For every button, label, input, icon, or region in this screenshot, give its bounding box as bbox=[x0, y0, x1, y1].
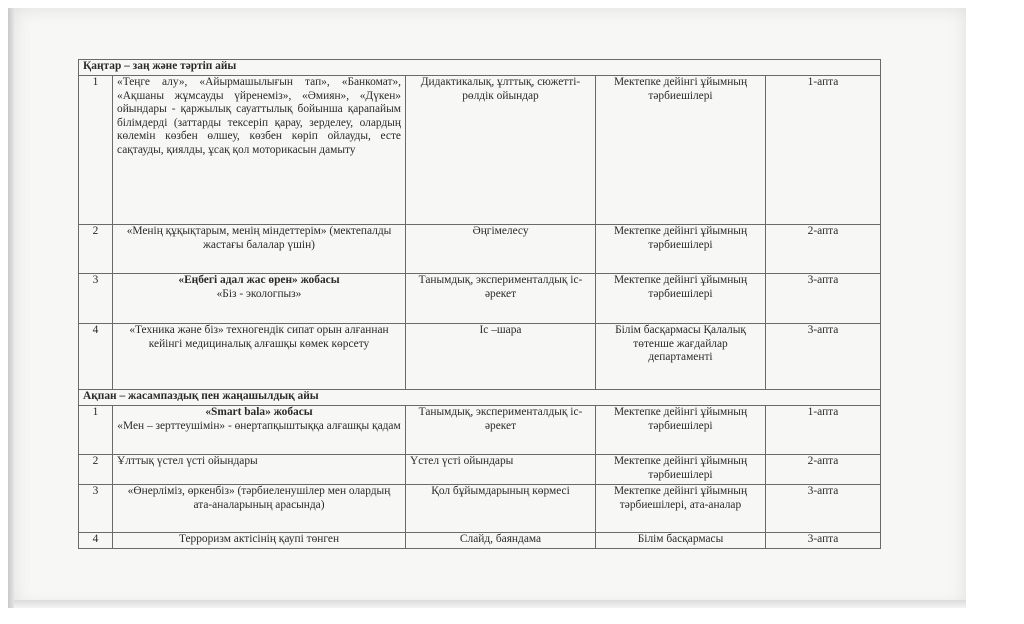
form-cell: Әңгімелесу bbox=[406, 225, 596, 274]
month-row bbox=[79, 390, 881, 406]
table-row bbox=[79, 485, 881, 533]
table-row bbox=[79, 76, 881, 225]
event-cell bbox=[113, 274, 406, 324]
row-number: 2 bbox=[79, 455, 113, 485]
table-row bbox=[79, 324, 881, 390]
event-cell: «Менің құқықтарым, менің міндеттерім» (мектепалды жастағы балалар үшін) bbox=[113, 225, 406, 274]
table-row bbox=[79, 455, 881, 485]
table-row bbox=[79, 406, 881, 455]
event-cell: «Өнерлімiз, өркенбіз» (тәрбиеленушілер мен олардың ата-аналарының арасында) bbox=[113, 485, 406, 533]
responsible-cell: Мектепке дейінгі ұйымның тәрбиешілері bbox=[596, 76, 766, 225]
table-row bbox=[79, 225, 881, 274]
responsible-cell: Мектепке дейінгі ұйымның тәрбиешілері bbox=[596, 274, 766, 324]
term-cell: 1-апта bbox=[766, 76, 881, 225]
responsible-cell: Мектепке дейінгі ұйымның тәрбиешілері bbox=[596, 406, 766, 455]
month-title: Қаңтар – заң және тәртіп айы bbox=[79, 60, 881, 76]
event-cell: «Теңге алу», «Айырмашылығын тап», «Банкомат», «Ақшаны жұмсауды үйренеміз», «Әмиян», «Дүкен» ойындары - қаржылық сауаттылық бойынша қарапайым білімдерді (заттарды тексеріп қарау, зерделеу, олардың көлемін көзбен өлшеу, көзбен көріп ойлауды, есте сақтауды, қиялды, ұсақ қол моторикасын дамыту bbox=[113, 76, 406, 225]
month-row bbox=[79, 60, 881, 76]
term-cell: 1-апта bbox=[766, 406, 881, 455]
table-row bbox=[79, 274, 881, 324]
form-cell: Үстел үсті ойындары bbox=[406, 455, 596, 485]
form-cell: Танымдық, эксперименталдық іс-әрекет bbox=[406, 274, 596, 324]
event-cell: Ұлттық үстел үсті ойындары bbox=[113, 455, 406, 485]
term-cell: 3-апта bbox=[766, 324, 881, 390]
event-text: «Мен – зерттеушімін» - өнертапқыштыққа алғашқы қадам bbox=[117, 419, 401, 432]
responsible-cell: Мектепке дейінгі ұйымның тәрбиешілері bbox=[596, 225, 766, 274]
responsible-cell: Мектепке дейінгі ұйымның тәрбиешілері bbox=[596, 455, 766, 485]
form-cell: Іс –шара bbox=[406, 324, 596, 390]
term-cell: 3-апта bbox=[766, 533, 881, 549]
row-number: 2 bbox=[79, 225, 113, 274]
form-cell: Танымдық, эксперименталдық іс-әрекет bbox=[406, 406, 596, 455]
responsible-cell: Мектепке дейінгі ұйымның тәрбиешілері, ата-аналар bbox=[596, 485, 766, 533]
term-cell: 3-апта bbox=[766, 485, 881, 533]
responsible-cell: Білім басқармасы bbox=[596, 533, 766, 549]
project-title: «Smart bala» жобасы bbox=[205, 406, 313, 418]
row-number: 1 bbox=[79, 76, 113, 225]
row-number: 4 bbox=[79, 324, 113, 390]
term-cell: 2-апта bbox=[766, 225, 881, 274]
row-number: 3 bbox=[79, 485, 113, 533]
term-cell: 2-апта bbox=[766, 455, 881, 485]
table-row bbox=[79, 533, 881, 549]
month-title: Ақпан – жасампаздық пен жаңашылдық айы bbox=[79, 390, 881, 406]
plan-table bbox=[78, 59, 881, 549]
term-cell: 3-апта bbox=[766, 274, 881, 324]
responsible-cell: Білім басқармасы Қалалық төтенше жағдайлар департаменті bbox=[596, 324, 766, 390]
event-cell bbox=[113, 406, 406, 455]
row-number: 4 bbox=[79, 533, 113, 549]
event-cell: Терроризм актісінің қаупі төнген bbox=[113, 533, 406, 549]
event-text: «Біз - экологпыз» bbox=[216, 287, 302, 300]
project-title: «Еңбегі адал жас өрен» жобасы bbox=[178, 274, 340, 286]
row-number: 1 bbox=[79, 406, 113, 455]
form-cell: Дидактикалық, ұлттық, сюжетті-рөлдік ойындар bbox=[406, 76, 596, 225]
form-cell: Слайд, баяндама bbox=[406, 533, 596, 549]
row-number: 3 bbox=[79, 274, 113, 324]
form-cell: Қол бұйымдарының көрмесі bbox=[406, 485, 596, 533]
event-cell: «Техника және біз» техногендік сипат орын алғаннан кейінгі медициналық алғашқы көмек көрсету bbox=[113, 324, 406, 390]
scan-edge-bottom bbox=[14, 600, 966, 608]
